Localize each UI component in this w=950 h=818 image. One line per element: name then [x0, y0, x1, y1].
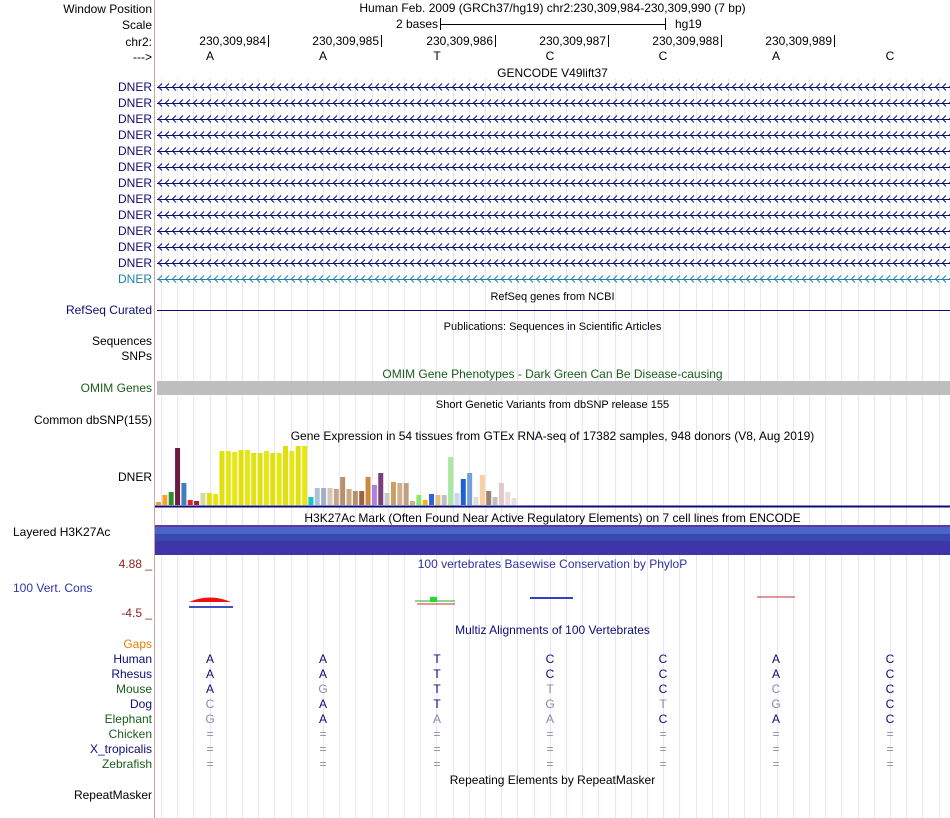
gtex-tissue-bar[interactable] — [353, 491, 358, 505]
phylop-peak-1 — [189, 598, 231, 603]
gtex-tissue-bar[interactable] — [486, 491, 491, 505]
gencode-gene-label[interactable]: DNER — [117, 272, 152, 286]
position-tick — [608, 35, 609, 47]
gtex-tissue-bar[interactable] — [175, 448, 180, 505]
gtex-tissue-bar[interactable] — [207, 493, 212, 505]
gencode-gene-label[interactable]: DNER — [117, 96, 152, 110]
alignment-base: T — [433, 667, 441, 681]
position-label: 230,309,985 — [312, 34, 379, 48]
gtex-tissue-bar[interactable] — [493, 497, 498, 505]
species-label-zebrafish[interactable]: Zebrafish — [101, 757, 152, 771]
alignment-base: A — [318, 712, 327, 726]
gtex-tissue-bar[interactable] — [435, 495, 440, 505]
gtex-tissue-bar[interactable] — [467, 473, 472, 505]
gtex-tissue-bar[interactable] — [359, 491, 364, 505]
h3k27ac-track-title: H3K27Ac Mark (Often Found Near Active Regulatory Elements) on 7 cell lines from ENCODE — [304, 511, 801, 525]
alignment-base: C — [545, 652, 555, 666]
gtex-tissue-bar[interactable] — [499, 483, 504, 505]
gencode-transcript[interactable] — [157, 179, 950, 187]
phylop-min-label: -4.5 _ — [121, 606, 152, 620]
alignment-base: = — [659, 757, 667, 771]
alignment-base: C — [658, 682, 668, 696]
position-tick — [721, 35, 722, 47]
alignment-base: C — [885, 667, 895, 681]
alignment-base: C — [658, 652, 668, 666]
base-letter: A — [318, 49, 327, 63]
gtex-tissue-bar[interactable] — [251, 453, 256, 505]
h3k27ac-band — [155, 541, 950, 555]
alignment-base: C — [885, 697, 895, 711]
alignment-base: = — [772, 727, 780, 741]
alignment-base: G — [318, 682, 328, 696]
gtex-tissue-bar[interactable] — [226, 451, 231, 505]
alignment-base: C — [885, 682, 895, 696]
alignment-base: C — [885, 712, 895, 726]
alignment-base: A — [205, 667, 214, 681]
gtex-tissue-bar[interactable] — [423, 500, 428, 505]
gtex-tissue-bar[interactable] — [461, 479, 466, 505]
alignment-base: A — [771, 667, 780, 681]
h3k27ac-band — [155, 534, 950, 541]
base-letter: T — [433, 49, 441, 63]
gtex-tissue-bar[interactable] — [213, 494, 218, 505]
publications-track-title: Publications: Sequences in Scientific Articles — [443, 321, 662, 333]
gtex-tissue-bar[interactable] — [512, 498, 517, 505]
gtex-tissue-bar[interactable] — [264, 451, 269, 505]
alignment-base: A — [318, 667, 327, 681]
gencode-transcript[interactable] — [157, 163, 950, 171]
position-label: 230,309,986 — [426, 34, 493, 48]
gencode-transcript[interactable] — [157, 195, 950, 203]
gtex-tissue-bar[interactable] — [454, 493, 459, 505]
gtex-tissue-bar[interactable] — [372, 485, 377, 505]
gtex-tissue-bar[interactable] — [296, 446, 301, 505]
gtex-tissue-bar[interactable] — [270, 453, 275, 505]
gencode-gene-label[interactable]: DNER — [117, 112, 152, 126]
scale-bar — [440, 18, 666, 30]
omim-track-label[interactable]: OMIM Genes — [80, 381, 152, 395]
alignment-base: = — [659, 742, 667, 756]
track-labels-column — [0, 0, 155, 818]
alignment-base: = — [546, 757, 554, 771]
repeatmasker-track-title: Repeating Elements by RepeatMasker — [449, 773, 656, 787]
gaps-label[interactable]: Gaps — [123, 637, 152, 651]
publications-track-label[interactable]: Sequences — [91, 334, 152, 348]
gtex-tissue-bar[interactable] — [162, 495, 167, 505]
gtex-tissue-bar[interactable] — [442, 495, 447, 505]
gtex-tissue-bar[interactable] — [239, 450, 244, 505]
gtex-tissue-bar[interactable] — [397, 483, 402, 505]
gtex-tissue-bar[interactable] — [220, 451, 225, 505]
gtex-tissue-bar[interactable] — [308, 497, 313, 505]
gtex-tissue-bar[interactable] — [302, 446, 307, 505]
phylop-peak-2 — [430, 597, 437, 602]
gtex-tissue-bar[interactable] — [289, 451, 294, 505]
alignment-base: = — [319, 757, 327, 771]
alignment-base: = — [206, 727, 214, 741]
position-tick — [834, 35, 835, 47]
alignment-base: T — [433, 697, 441, 711]
gencode-transcript[interactable] — [157, 275, 950, 283]
gencode-gene-label[interactable]: DNER — [117, 144, 152, 158]
snps-track-label[interactable]: SNPs — [121, 349, 152, 363]
alignment-base: A — [432, 712, 441, 726]
gtex-tissue-bar[interactable] — [366, 477, 371, 505]
gtex-bar-graph[interactable] — [155, 444, 950, 508]
phylop-track-title: 100 vertebrates Basewise Conservation by PhyloP — [417, 557, 688, 571]
gtex-tissue-bar[interactable] — [480, 475, 485, 505]
scale-label: Scale — [121, 18, 152, 32]
gtex-tissue-bar[interactable] — [156, 502, 161, 505]
gtex-tissue-bar[interactable] — [474, 497, 479, 505]
gencode-gene-label[interactable]: DNER — [117, 240, 152, 254]
gencode-gene-label[interactable]: DNER — [117, 208, 152, 222]
position-tick — [268, 35, 269, 47]
gtex-tissue-bar[interactable] — [410, 501, 415, 505]
gencode-gene-label[interactable]: DNER — [117, 256, 152, 270]
species-label-human[interactable]: Human — [113, 652, 152, 666]
alignment-base: = — [772, 742, 780, 756]
alignment-base: C — [658, 712, 668, 726]
species-label-mouse[interactable]: Mouse — [115, 682, 152, 696]
alignment-base: = — [433, 727, 441, 741]
alignment-base: = — [433, 742, 441, 756]
gtex-tissue-bar[interactable] — [340, 477, 345, 505]
gtex-tissue-bar[interactable] — [347, 489, 352, 505]
gencode-gene-label[interactable]: DNER — [117, 224, 152, 238]
gencode-gene-label[interactable]: DNER — [117, 80, 152, 94]
gtex-tissue-bar[interactable] — [200, 493, 205, 505]
base-letter: A — [205, 49, 214, 63]
gtex-tissue-bar[interactable] — [385, 493, 390, 505]
alignment-base: A — [205, 652, 214, 666]
base-letter: A — [771, 49, 780, 63]
gencode-gene-label[interactable]: DNER — [117, 192, 152, 206]
gtex-tissue-bar[interactable] — [404, 483, 409, 505]
alignment-base: C — [771, 682, 781, 696]
alignment-base: = — [206, 742, 214, 756]
species-label-dog[interactable]: Dog — [129, 697, 152, 711]
gtex-tissue-bar[interactable] — [315, 488, 320, 505]
position-label: 230,309,987 — [539, 34, 606, 48]
refseq-track-title: RefSeq genes from NCBI — [490, 291, 615, 303]
gtex-gene-label[interactable]: DNER — [117, 470, 152, 484]
gtex-track-title: Gene Expression in 54 tissues from GTEx RNA-seq of 17382 samples, 948 donors (V8, Aug 2019) — [290, 429, 815, 443]
species-label-rhesus[interactable]: Rhesus — [111, 667, 152, 681]
alignment-base: = — [886, 727, 894, 741]
gtex-tissue-bar[interactable] — [181, 483, 186, 505]
assembly-position-text: Human Feb. 2009 (GRCh37/hg19) chr2:230,309,984-230,309,990 (7 bp) — [359, 1, 746, 15]
gtex-tissue-bar[interactable] — [321, 488, 326, 505]
window-position-label: Window Position — [63, 2, 152, 16]
alignment-base: T — [433, 682, 441, 696]
alignment-base: = — [546, 727, 554, 741]
gtex-tissue-bar[interactable] — [283, 446, 288, 505]
refseq-gene-line[interactable] — [157, 310, 950, 311]
scale-db-label: hg19 — [675, 17, 702, 31]
alignment-base: C — [658, 667, 668, 681]
alignment-base: A — [205, 682, 214, 696]
base-letter: C — [885, 49, 895, 63]
alignment-base: C — [885, 652, 895, 666]
h3k27ac-layered-signal[interactable] — [155, 525, 950, 555]
base-letter: C — [658, 49, 668, 63]
alignment-base: G — [545, 697, 555, 711]
gencode-transcript[interactable] — [157, 99, 950, 107]
alignment-base: = — [433, 757, 441, 771]
alignment-base: = — [319, 727, 327, 741]
alignment-base: G — [205, 712, 215, 726]
gtex-tissue-bar[interactable] — [232, 452, 237, 505]
alignment-base: C — [205, 697, 215, 711]
alignment-base: = — [659, 727, 667, 741]
position-tick — [495, 35, 496, 47]
gtex-tissue-bar[interactable] — [429, 494, 434, 505]
alignment-base: = — [886, 757, 894, 771]
track-data-area[interactable] — [155, 0, 950, 818]
alignment-base: T — [433, 652, 441, 666]
gtex-tissue-bar[interactable] — [327, 488, 332, 505]
scale-bar-text: 2 bases — [395, 17, 438, 31]
alignment-base: A — [771, 712, 780, 726]
dbsnp-track-title: Short Genetic Variants from dbSNP release 155 — [435, 399, 670, 411]
gtex-tissue-bar[interactable] — [391, 482, 396, 505]
alignment-base: = — [772, 757, 780, 771]
gencode-gene-label[interactable]: DNER — [117, 176, 152, 190]
alignment-base: = — [546, 742, 554, 756]
omim-bar[interactable] — [157, 381, 950, 395]
alignment-base: G — [771, 697, 781, 711]
phylop-track-label[interactable]: 100 Vert. Cons — [13, 581, 93, 595]
gencode-transcript[interactable] — [157, 227, 950, 235]
h3k27ac-track-label[interactable]: Layered H3K27Ac — [13, 525, 111, 539]
gencode-transcript[interactable] — [157, 147, 950, 155]
position-tick — [381, 35, 382, 47]
alignment-base: T — [659, 697, 667, 711]
species-label-chicken[interactable]: Chicken — [108, 727, 152, 741]
gtex-tissue-bar[interactable] — [448, 457, 453, 505]
position-label: 230,309,988 — [652, 34, 719, 48]
alignment-base: A — [318, 697, 327, 711]
gencode-transcript[interactable] — [157, 83, 950, 91]
gencode-transcript[interactable] — [157, 243, 950, 251]
position-label: 230,309,989 — [765, 34, 832, 48]
species-label-elephant[interactable]: Elephant — [104, 712, 152, 726]
gencode-gene-label[interactable]: DNER — [117, 160, 152, 174]
multiz-track-title: Multiz Alignments of 100 Vertebrates — [455, 623, 650, 637]
repeatmasker-track-label[interactable]: RepeatMasker — [73, 788, 152, 802]
gencode-transcript[interactable] — [157, 259, 950, 267]
alignment-base: = — [319, 742, 327, 756]
chrom-label: chr2: — [125, 35, 152, 49]
omim-track-title: OMIM Gene Phenotypes - Dark Green Can Be Disease-causing — [382, 367, 723, 381]
position-label: 230,309,984 — [199, 34, 266, 48]
gtex-tissue-bar[interactable] — [505, 492, 510, 505]
alignment-base: C — [545, 667, 555, 681]
gtex-tissue-bar[interactable] — [334, 489, 339, 505]
phylop-signal[interactable] — [155, 592, 950, 616]
alignment-base: T — [546, 682, 554, 696]
gencode-gene-label[interactable]: DNER — [117, 128, 152, 142]
species-label-x_tropicalis[interactable]: X_tropicalis — [89, 742, 152, 756]
gtex-tissue-bar[interactable] — [188, 500, 193, 505]
gencode-transcript[interactable] — [157, 211, 950, 219]
gtex-tissue-bar[interactable] — [194, 501, 199, 505]
h3k27ac-band — [155, 527, 950, 534]
alignment-base: A — [771, 652, 780, 666]
gtex-tissue-bar[interactable] — [378, 473, 383, 505]
gencode-transcript[interactable] — [157, 115, 950, 123]
gtex-tissue-bar[interactable] — [277, 453, 282, 505]
gtex-tissue-bar[interactable] — [416, 495, 421, 505]
alignment-base: A — [545, 712, 554, 726]
refseq-track-label[interactable]: RefSeq Curated — [65, 303, 152, 317]
gtex-tissue-bar[interactable] — [258, 453, 263, 505]
dbsnp-track-label[interactable]: Common dbSNP(155) — [33, 413, 152, 427]
alignment-base: = — [886, 742, 894, 756]
gtex-tissue-bar[interactable] — [169, 492, 174, 505]
gencode-track-title: GENCODE V49lift37 — [497, 66, 608, 80]
phylop-max-label: 4.88 _ — [118, 557, 152, 571]
gtex-tissue-bar[interactable] — [245, 450, 250, 505]
strand-label: ---> — [133, 50, 152, 64]
gencode-transcript[interactable] — [157, 131, 950, 139]
alignment-base: A — [318, 652, 327, 666]
base-letter: C — [545, 49, 555, 63]
alignment-base: = — [206, 757, 214, 771]
